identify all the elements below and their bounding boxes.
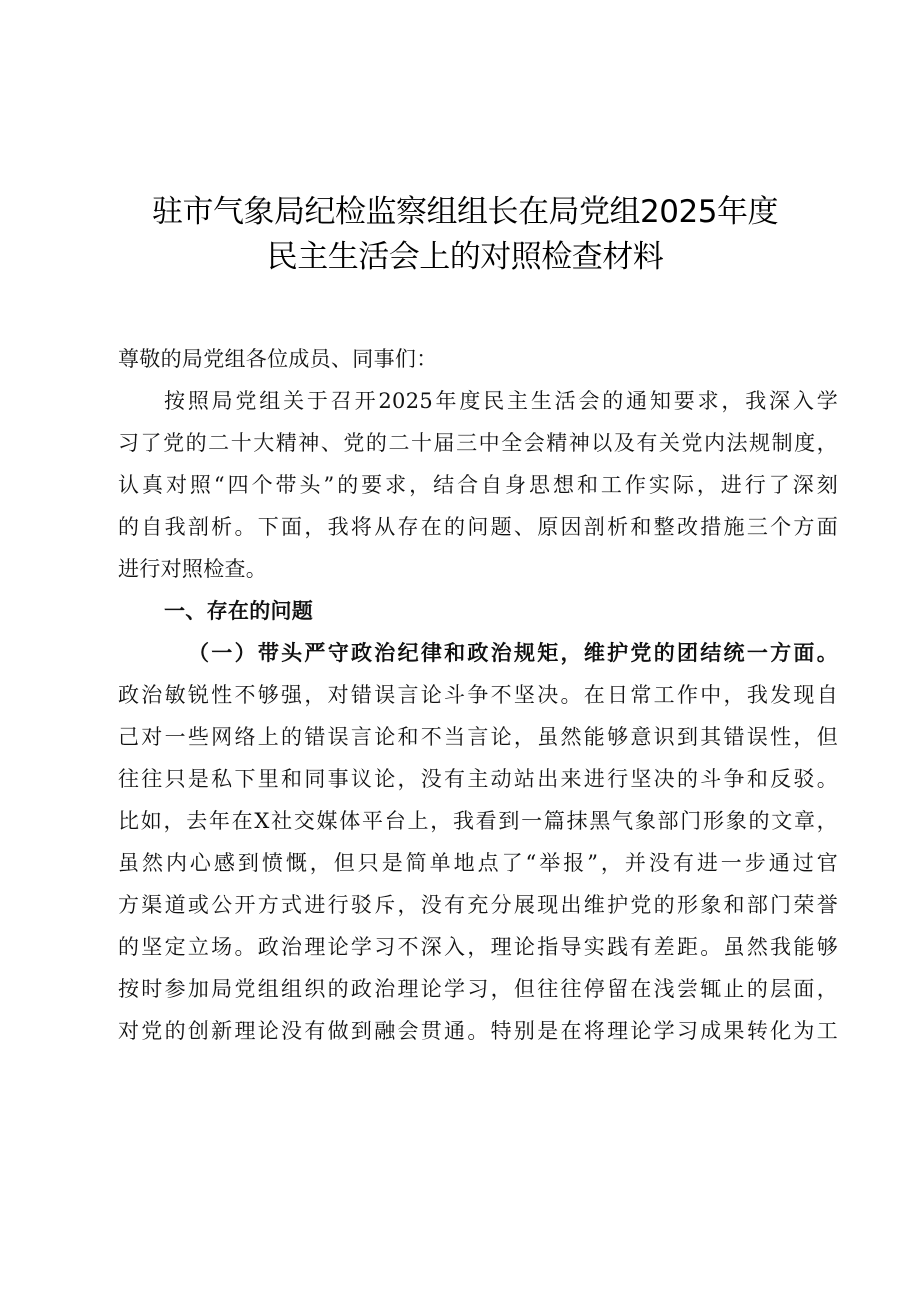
section-heading: 一、存在的问题 [164,598,314,623]
body-line: 方渠道或公开方式进行驳斥，没有充分展现出维护党的形象和部门荣誉 [118,893,838,917]
intro-line: 按照局党组关于召开2025年度民主生活会的通知要求，我深入学 [164,389,838,413]
body-line: 往往只是私下里和同事议论，没有主动站出来进行坚决的斗争和反驳。 [118,767,838,791]
subsection-heading: （一）带头严守政治纪律和政治规矩，维护党的团结统一方面。 [188,640,838,665]
body-line: 的坚定立场。政治理论学习不深入，理论指导实践有差距。虽然我能够 [118,935,838,959]
document-body [118,338,838,1052]
intro-line: 进行对照检查。 [118,557,268,581]
title-line-1: 驻市气象局纪检监察组组长在局党组2025年度 [152,194,778,230]
body-line: 虽然内心感到愤慨，但只是简单地点了“举报”，并没有进一步通过官 [118,851,838,875]
body-line: 按时参加局党组组织的政治理论学习，但往往停留在浅尝辄止的层面， [118,977,838,1001]
body-line: 比如，去年在X社交媒体平台上，我看到一篇抹黑气象部门形象的文章， [118,809,838,833]
intro-line: 习了党的二十大精神、党的二十届三中全会精神以及有关党内法规制度， [118,431,838,455]
intro-line: 的自我剖析。下面，我将从存在的问题、原因剖析和整改措施三个方面 [118,515,838,539]
body-line: 对党的创新理论没有做到融会贯通。特别是在将理论学习成果转化为工 [118,1019,838,1043]
body-line: 政治敏锐性不够强，对错误言论斗争不坚决。在日常工作中，我发现自 [118,683,838,707]
salutation: 尊敬的局党组各位成员、同事们： [118,347,438,371]
body-line: 己对一些网络上的错误言论和不当言论，虽然能够意识到其错误性，但 [118,725,838,749]
document-title [110,190,820,280]
title-line-2: 民主生活会上的对照检查材料 [266,239,664,275]
intro-line: 认真对照“四个带头”的要求，结合自身思想和工作实际，进行了深刻 [118,473,838,497]
